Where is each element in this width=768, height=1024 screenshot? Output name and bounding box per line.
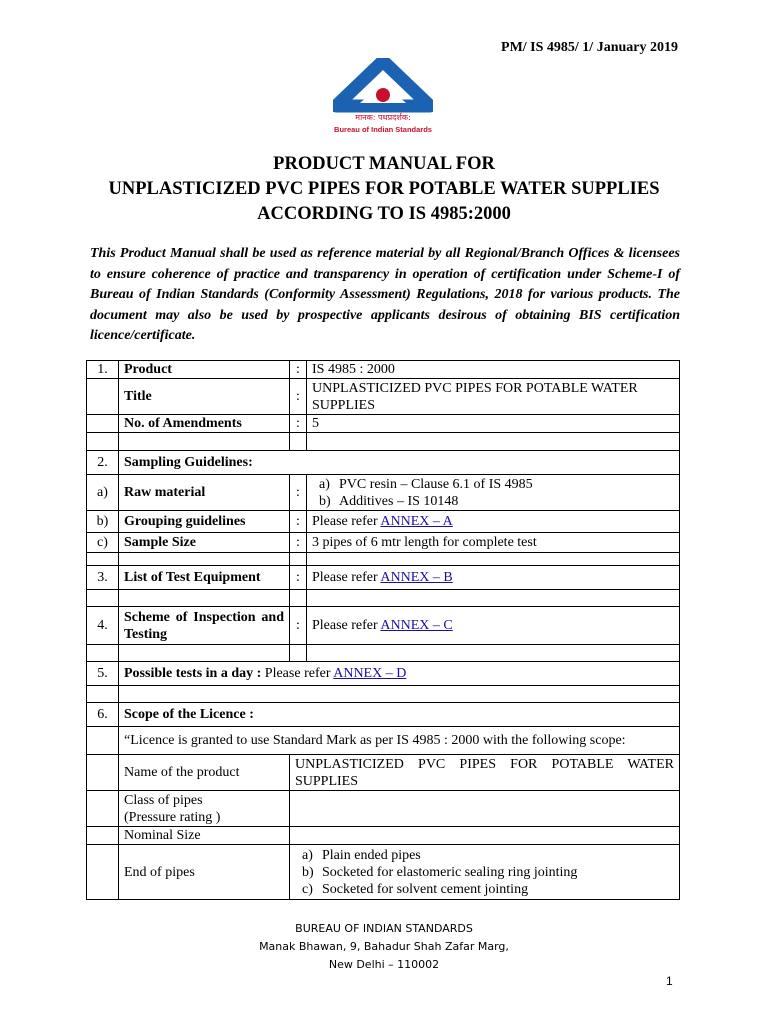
test-equipment-label: List of Test Equipment xyxy=(119,566,290,590)
section-number: 1. xyxy=(87,361,119,379)
title-label: Title xyxy=(119,379,290,415)
sampling-guidelines-heading: Sampling Guidelines: xyxy=(119,451,680,475)
nominal-size-label: Nominal Size xyxy=(119,827,290,845)
spacer-row xyxy=(87,590,680,607)
sub-item-number: a) xyxy=(87,475,119,511)
product-label: Product xyxy=(119,361,290,379)
spacer-row xyxy=(87,686,680,703)
page-number: 1 xyxy=(666,974,673,988)
product-manual-table xyxy=(86,360,680,900)
possible-tests-label: Possible tests in a day : xyxy=(124,666,262,681)
colon: : xyxy=(290,475,307,511)
colon: : xyxy=(290,361,307,379)
class-of-pipes-value xyxy=(290,791,680,827)
raw-material-value xyxy=(307,475,680,511)
title-line-1: PRODUCT MANUAL FOR xyxy=(273,154,495,174)
end-of-pipes-value xyxy=(290,845,680,900)
table-row xyxy=(87,662,680,686)
table-row xyxy=(87,566,680,590)
list-item: a) PVC resin – Clause 6.1 of IS 4985 xyxy=(319,476,533,492)
logo-english-text: Bureau of Indian Standards xyxy=(334,125,432,134)
inspection-testing-value: Please refer ANNEX – C xyxy=(307,607,680,645)
product-name-label: Name of the product xyxy=(119,755,290,791)
sample-size-label: Sample Size xyxy=(119,533,290,553)
product-name-value: UNPLASTICIZED PVC PIPES FOR POTABLE WATER SUPPLIES xyxy=(290,755,680,791)
spacer-row xyxy=(87,553,680,566)
section-number: 2. xyxy=(87,451,119,475)
colon: : xyxy=(290,566,307,590)
footer-address: Manak Bhawan, 9, Bahadur Shah Zafar Marg, xyxy=(259,940,509,953)
end-of-pipes-label: End of pipes xyxy=(119,845,290,900)
amendments-label: No. of Amendments xyxy=(119,415,290,433)
section-number: 5. xyxy=(87,662,119,686)
footer-org: BUREAU OF INDIAN STANDARDS xyxy=(295,922,473,935)
title-line-2: UNPLASTICIZED PVC PIPES FOR POTABLE WATER SUPPLIES xyxy=(108,179,660,199)
title-value: UNPLASTICIZED PVC PIPES FOR POTABLE WATER SUPPLIES xyxy=(307,379,680,415)
colon: : xyxy=(290,415,307,433)
logo-hindi-text: मानक: पथप्रदर्शक: xyxy=(355,113,411,122)
sample-size-value: 3 pipes of 6 mtr length for complete test xyxy=(307,533,680,553)
table-row xyxy=(87,827,680,845)
section-number: 3. xyxy=(87,566,119,590)
list-item: a) Plain ended pipes xyxy=(302,847,421,863)
nominal-size-value xyxy=(290,827,680,845)
possible-tests-cell: Possible tests in a day : Please refer ANNEX – D xyxy=(119,662,680,686)
inspection-testing-label: Scheme of Inspection and Testing xyxy=(119,607,290,645)
table-row xyxy=(87,533,680,553)
document-title xyxy=(0,152,768,227)
colon: : xyxy=(290,511,307,533)
table-row xyxy=(87,845,680,900)
title-line-3: ACCORDING TO IS 4985:2000 xyxy=(257,204,511,224)
table-row xyxy=(87,415,680,433)
product-value: IS 4985 : 2000 xyxy=(307,361,680,379)
annex-c-link[interactable]: ANNEX – C xyxy=(380,618,453,633)
list-item: b) Additives – IS 10148 xyxy=(319,493,459,509)
annex-d-link[interactable]: ANNEX – D xyxy=(333,666,407,681)
spacer-row xyxy=(87,645,680,662)
spacer-row xyxy=(87,433,680,451)
table-row xyxy=(87,607,680,645)
scope-heading: Scope of the Licence : xyxy=(119,703,680,727)
table-row xyxy=(87,451,680,475)
amendments-value: 5 xyxy=(307,415,680,433)
annex-a-link[interactable]: ANNEX – A xyxy=(380,514,453,529)
class-of-pipes-label: Class of pipes (Pressure rating ) xyxy=(119,791,290,827)
sub-item-number: c) xyxy=(87,533,119,553)
section-number: 4. xyxy=(87,607,119,645)
colon: : xyxy=(290,379,307,415)
table-row xyxy=(87,791,680,827)
table-row xyxy=(87,703,680,727)
colon: : xyxy=(290,607,307,645)
footer-city: New Delhi – 110002 xyxy=(328,958,440,971)
grouping-guidelines-label: Grouping guidelines xyxy=(119,511,290,533)
sub-item-number: b) xyxy=(87,511,119,533)
table-row xyxy=(87,511,680,533)
section-number: 6. xyxy=(87,703,119,727)
scope-statement: “Licence is granted to use Standard Mark as per IS 4985 : 2000 with the following scope: xyxy=(119,727,680,755)
table-row xyxy=(87,379,680,415)
table-row xyxy=(87,361,680,379)
list-item: b) Socketed for elastomeric sealing ring jointing xyxy=(302,864,578,880)
table-row xyxy=(87,727,680,755)
test-equipment-value: Please refer ANNEX – B xyxy=(307,566,680,590)
list-item: c) Socketed for solvent cement jointing xyxy=(302,881,529,897)
table-row xyxy=(87,475,680,511)
colon: : xyxy=(290,533,307,553)
grouping-guidelines-value: Please refer ANNEX – A xyxy=(307,511,680,533)
annex-b-link[interactable]: ANNEX – B xyxy=(380,570,453,585)
document-reference: PM/ IS 4985/ 1/ January 2019 xyxy=(501,40,678,55)
page-footer xyxy=(0,920,768,974)
raw-material-label: Raw material xyxy=(119,475,290,511)
table-row xyxy=(87,755,680,791)
intro-paragraph: This Product Manual shall be used as reference material by all Regional/Branch Offices & licensees to ensure coherence of practice and transparency in operation of certification under Scheme-I of Bureau of Indian Standards (Conformity Assessment) Regulations, 2018 for various products. The document may also be used by prospective applicants desirous of obtaining BIS certification licence/certificate. xyxy=(90,246,680,343)
